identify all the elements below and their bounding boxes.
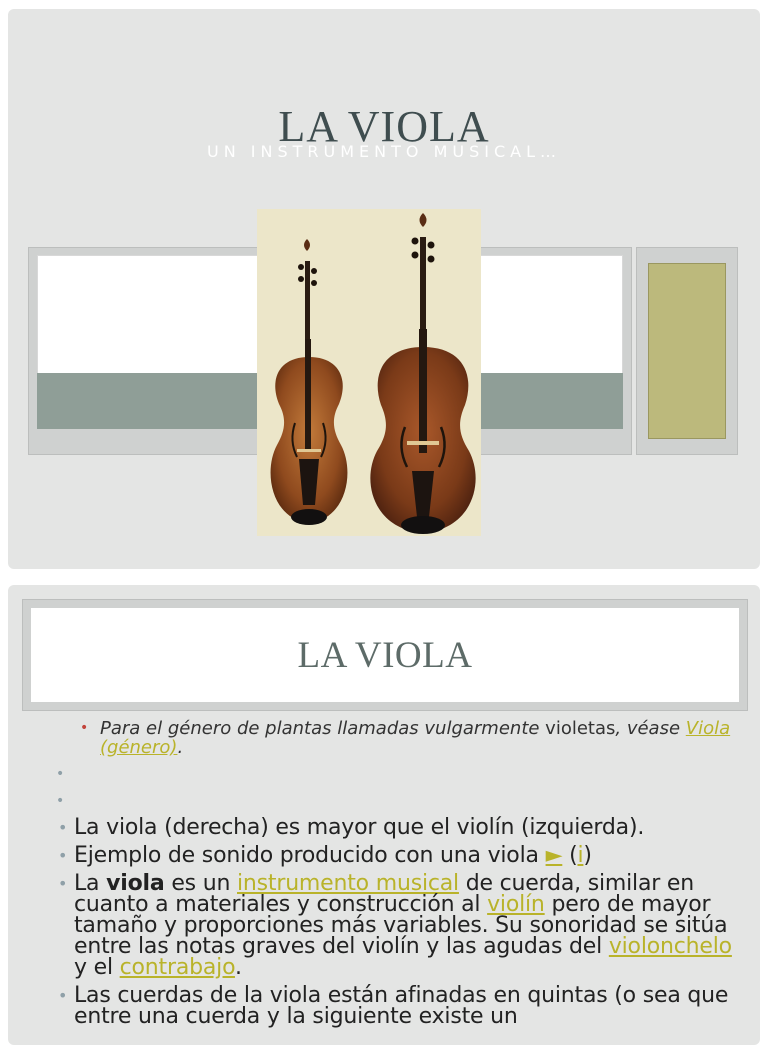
- bullet-list: [58, 815, 734, 1034]
- slide-content: [8, 585, 760, 1045]
- title-frame: [22, 599, 748, 711]
- empty-bullet-icon: •: [56, 793, 65, 809]
- bullet-icon: •: [58, 846, 68, 865]
- bullet-icon: •: [58, 874, 68, 893]
- list-item: [58, 871, 734, 980]
- play-icon[interactable]: ►: [545, 843, 563, 868]
- viola-genero-link[interactable]: Viola (género): [100, 718, 731, 758]
- info-link[interactable]: i: [577, 843, 584, 868]
- slide-title: [8, 9, 760, 569]
- empty-bullet-icon: •: [56, 766, 65, 782]
- violonchelo-link[interactable]: violonchelo: [608, 934, 732, 959]
- contrabajo-link[interactable]: contrabajo: [119, 955, 235, 980]
- disambiguation-note: [80, 718, 740, 758]
- def-bold-term: viola: [106, 871, 165, 896]
- slide-content-heading: LA VIOLA: [297, 635, 473, 676]
- note-middle: , véase: [615, 718, 686, 739]
- olive-panel: [648, 263, 726, 439]
- def-text: .: [234, 955, 242, 980]
- sound-example-text: Ejemplo de sonido producido con una viola: [74, 843, 546, 868]
- note-suffix: .: [177, 737, 184, 758]
- def-text: pero de mayor tamaño y proporciones más variables. Su sonoridad se sitúa entre las notas graves del violín y las agudas del: [74, 892, 728, 959]
- viola-violin-photo: [257, 209, 481, 536]
- list-item: [58, 843, 734, 868]
- instrumento-musical-link[interactable]: instrumento musical: [237, 871, 459, 896]
- def-text: de cuerda, similar en cuanto a materiales y construcción al: [74, 871, 694, 917]
- note-plain-word: violetas: [545, 718, 616, 739]
- paren-open: (: [562, 843, 578, 868]
- def-text: es un: [164, 871, 237, 896]
- def-text: La: [74, 871, 107, 896]
- list-item: [58, 815, 734, 840]
- decorative-frame-right: [636, 247, 738, 455]
- note-prefix: Para el género de plantas llamadas vulgarmente: [100, 718, 546, 739]
- photo-caption-text: La viola (derecha) es mayor que el violín (izquierda).: [74, 815, 645, 840]
- violin-and-viola-illustration: [257, 209, 481, 536]
- slide-title-heading: LA VIOLA: [278, 102, 490, 151]
- violin-link[interactable]: violín: [487, 892, 545, 917]
- bullet-icon: •: [58, 986, 68, 1005]
- strings-text: Las cuerdas de la viola están afinadas en quintas (o sea que entre una cuerda y la siguiente existe un: [74, 983, 729, 1029]
- red-bullet-icon: •: [80, 720, 89, 736]
- list-item: [58, 983, 734, 1029]
- title-frame-inner: [31, 608, 739, 702]
- bullet-icon: •: [58, 818, 68, 837]
- def-text: y el: [74, 955, 120, 980]
- paren-close: ): [583, 843, 592, 868]
- slide-subtitle: UN INSTRUMENTO MUSICAL…: [207, 142, 561, 161]
